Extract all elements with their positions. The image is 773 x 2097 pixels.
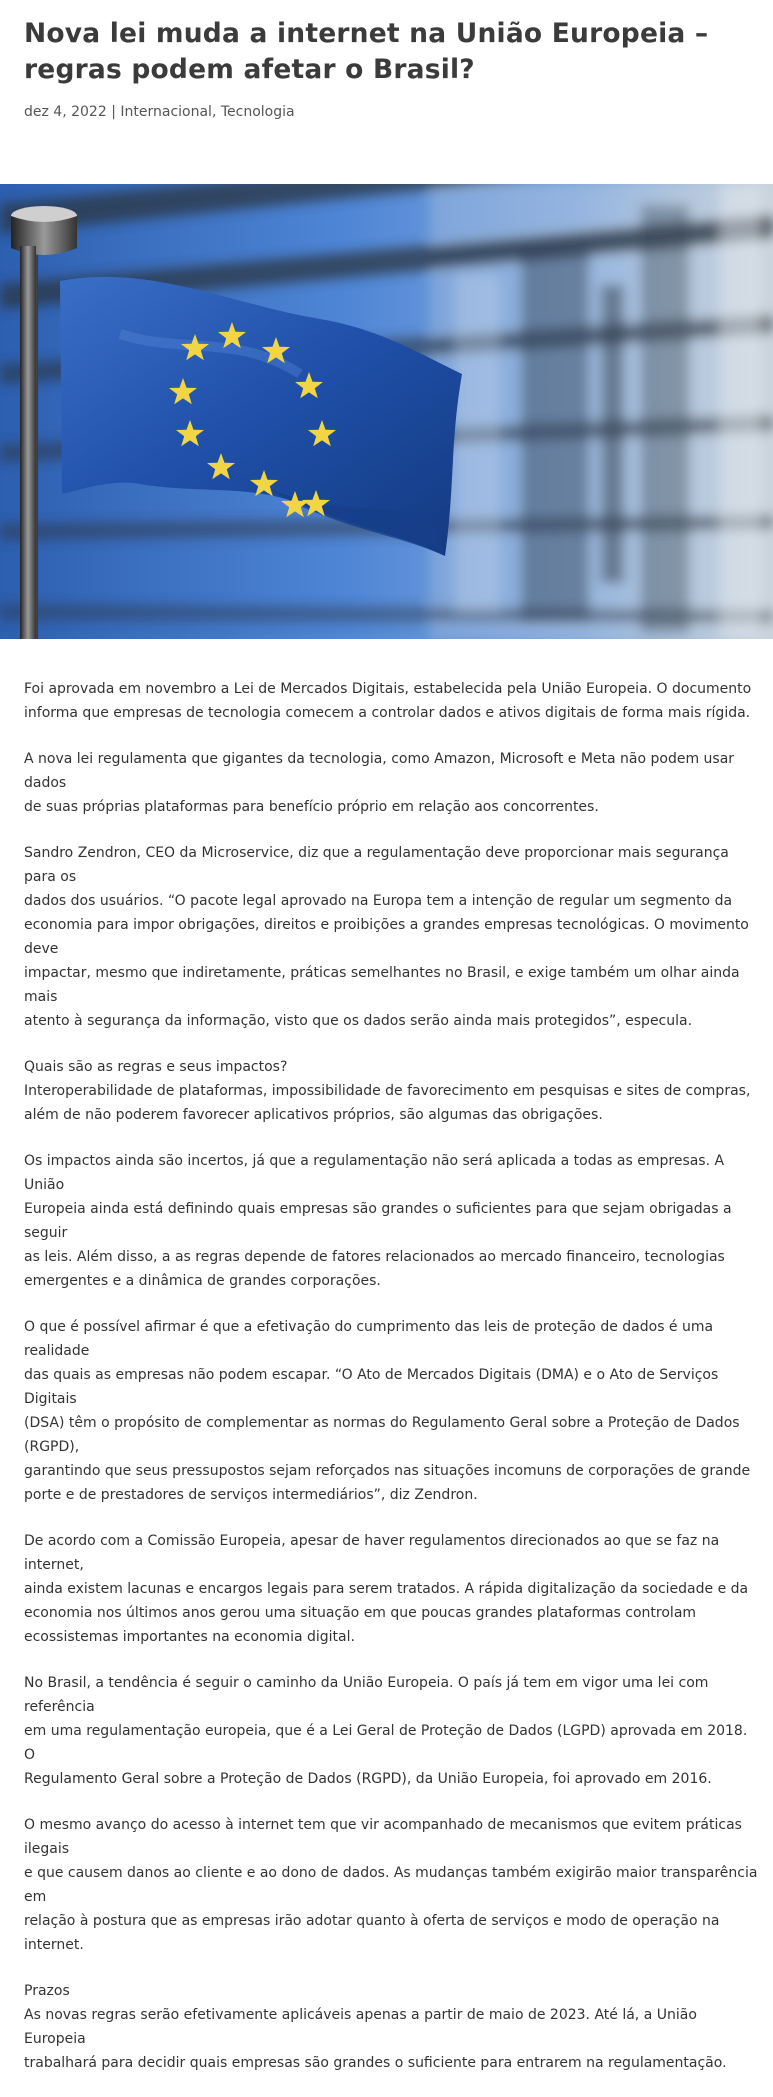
paragraph-line: das quais as empresas não podem escapar. “O Ato de Mercados Digitais (DMA) e o Ato de Serviços Digitais bbox=[24, 1367, 719, 1407]
paragraph-line: A nova lei regulamenta que gigantes da tecnologia, como Amazon, Microsoft e Meta não podem usar dados bbox=[24, 751, 735, 791]
featured-image bbox=[0, 184, 773, 639]
paragraph-6 bbox=[24, 1315, 759, 1507]
section-subheading: Quais são as regras e seus impactos? bbox=[24, 1059, 288, 1075]
post-meta bbox=[24, 102, 295, 122]
paragraph-line: Sandro Zendron, CEO da Microservice, diz que a regulamentação deve proporcionar mais segurança para os bbox=[24, 845, 729, 885]
paragraph-line: atento à segurança da informação, visto que os dados serão ainda mais protegidos”, especula. bbox=[24, 1013, 693, 1029]
paragraph-line: ainda existem lacunas e encargos legais para serem tratados. A rápida digitalização da sociedade e da bbox=[24, 1581, 749, 1597]
paragraph-line: O mesmo avanço do acesso à internet tem que vir acompanhado de mecanismos que evitem práticas ilegais bbox=[24, 1817, 742, 1857]
paragraph-line: ecossistemas importantes na economia digital. bbox=[24, 1629, 355, 1645]
category-link-tecnologia[interactable]: Tecnologia bbox=[220, 104, 295, 120]
paragraph-line: as leis. Além disso, a as regras depende de fatores relacionados ao mercado financeiro, tecnologias bbox=[24, 1249, 725, 1265]
post-date: dez 4, 2022 bbox=[24, 104, 107, 120]
paragraph-line: de suas próprias plataformas para benefício próprio em relação aos concorrentes. bbox=[24, 799, 599, 815]
paragraph-10 bbox=[24, 1979, 759, 2075]
paragraph-line: além de não poderem favorecer aplicativos próprios, são algumas das obrigações. bbox=[24, 1107, 603, 1123]
article-body bbox=[24, 677, 759, 2097]
paragraph-line: Regulamento Geral sobre a Proteção de Dados (RGPD), da União Europeia, foi aprovado em 2016. bbox=[24, 1771, 712, 1787]
paragraph-line: emergentes e a dinâmica de grandes corporações. bbox=[24, 1273, 381, 1289]
paragraph-1 bbox=[24, 677, 759, 725]
paragraph-2 bbox=[24, 747, 759, 819]
paragraph-line: em uma regulamentação europeia, que é a Lei Geral de Proteção de Dados (LGPD) aprovada em 2018. O bbox=[24, 1723, 748, 1763]
paragraph-line: Os impactos ainda são incertos, já que a regulamentação não será aplicada a todas as empresas. A União bbox=[24, 1153, 725, 1193]
paragraph-line: informa que empresas de tecnologia comecem a controlar dados e ativos digitais de forma mais rígida. bbox=[24, 705, 751, 721]
paragraph-line: Interoperabilidade de plataformas, impossibilidade de favorecimento em pesquisas e sites de compras, bbox=[24, 1083, 751, 1099]
paragraph-8 bbox=[24, 1671, 759, 1791]
paragraph-line: relação à postura que as empresas irão adotar quanto à oferta de serviços e modo de operação na internet. bbox=[24, 1913, 720, 1953]
paragraph-line: No Brasil, a tendência é seguir o caminho da União Europeia. O país já tem em vigor uma lei com referência bbox=[24, 1675, 709, 1715]
paragraph-7 bbox=[24, 1529, 759, 1649]
paragraph-line: trabalhará para decidir quais empresas são grandes o suficiente para entrarem na regulamentação. bbox=[24, 2055, 727, 2071]
category-separator: , bbox=[211, 104, 217, 120]
paragraph-line: Europeia ainda está definindo quais empresas são grandes o suficientes para que sejam obrigadas a seguir bbox=[24, 1201, 732, 1241]
paragraph-line: garantindo que seus pressupostos sejam reforçados nas situações incomuns de corporações de grande bbox=[24, 1463, 751, 1479]
paragraph-3 bbox=[24, 841, 759, 1033]
article-title: Nova lei muda a internet na União Europeia – regras podem afetar o Brasil? bbox=[24, 18, 709, 85]
paragraph-line: impactar, mesmo que indiretamente, práticas semelhantes no Brasil, e exige também um olhar ainda mais bbox=[24, 965, 740, 1005]
paragraph-line: (DSA) têm o propósito de complementar as normas do Regulamento Geral sobre a Proteção de Dados (RGPD), bbox=[24, 1415, 740, 1455]
eu-flag-image bbox=[0, 184, 773, 639]
paragraph-4 bbox=[24, 1055, 759, 1127]
section-subheading: Prazos bbox=[24, 1983, 70, 1999]
paragraph-line: economia para impor obrigações, direitos e proibições a grandes empresas tecnológicas. O movimento deve bbox=[24, 917, 749, 957]
paragraph-line: As novas regras serão efetivamente aplicáveis apenas a partir de maio de 2023. Até lá, a União Europeia bbox=[24, 2007, 697, 2047]
category-link-internacional[interactable]: Internacional bbox=[120, 104, 212, 120]
paragraph-line: Foi aprovada em novembro a Lei de Mercados Digitais, estabelecida pela União Europeia. O documento bbox=[24, 681, 752, 697]
paragraph-line: De acordo com a Comissão Europeia, apesar de haver regulamentos direcionados ao que se faz na internet, bbox=[24, 1533, 720, 1573]
paragraph-line: porte e de prestadores de serviços intermediários”, diz Zendron. bbox=[24, 1487, 478, 1503]
paragraph-line: dados dos usuários. “O pacote legal aprovado na Europa tem a intenção de regular um segmento da bbox=[24, 893, 733, 909]
paragraph-line: O que é possível afirmar é que a efetivação do cumprimento das leis de proteção de dados é uma realidade bbox=[24, 1319, 714, 1359]
meta-separator: | bbox=[111, 104, 116, 120]
paragraph-line: e que causem danos ao cliente e ao dono de dados. As mudanças também exigirão maior transparência em bbox=[24, 1865, 758, 1905]
paragraph-line: economia nos últimos anos gerou uma situação em que poucas grandes plataformas controlam bbox=[24, 1605, 697, 1621]
paragraph-9 bbox=[24, 1813, 759, 1957]
paragraph-5 bbox=[24, 1149, 759, 1293]
